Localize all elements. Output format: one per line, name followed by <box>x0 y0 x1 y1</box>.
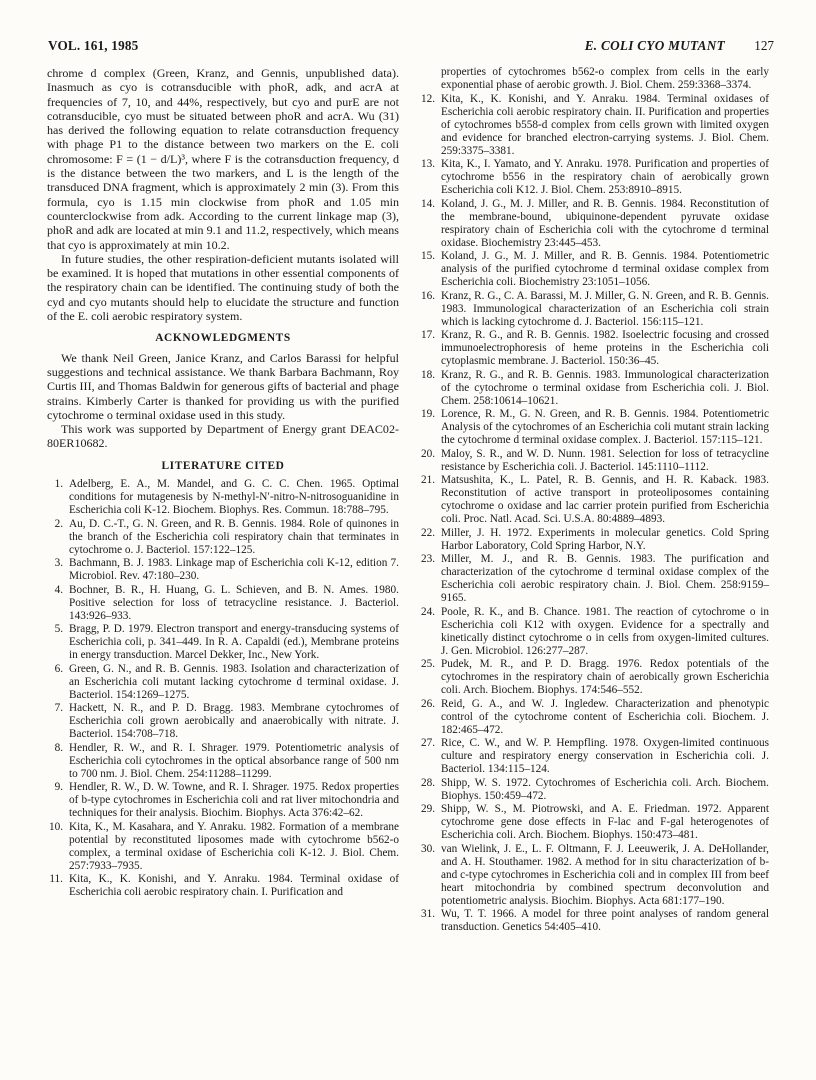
reference-text: Hackett, N. R., and P. D. Bragg. 1983. Membrane cytochromes of Escherichia coli grown aerobically and anaerobically with nitrate. J. Bacteriol. 154:708–718. <box>69 702 399 741</box>
reference-text: Kita, K., M. Kasahara, and Y. Anraku. 1982. Formation of a membrane potential by reconstituted liposomes made with cytochrome b562-o complex, a terminal oxidase of Escherichia coli K-12. J. Biol. Chem. 257:7933–7935. <box>69 820 399 872</box>
reference-number: 11. <box>49 873 63 886</box>
reference-text: Bragg, P. D. 1979. Electron transport and energy-transducing systems of Escherichia coli, p. 341–449. In R. A. Capaldi (ed.), Membrane proteins in energy transduction. Marcel Dekker, Inc., New York. <box>69 623 399 662</box>
reference-text: Green, G. N., and R. B. Gennis. 1983. Isolation and characterization of an Escherichia coli mutant lacking cytochrome d terminal oxidase. J. Bacteriol. 154:1269–1275. <box>69 662 399 701</box>
reference-text: van Wielink, J. E., L. F. Oltmann, F. J. Leeuwerik, J. A. DeHollander, and A. H. Stouthamer. 1982. A method for in situ characterization of b- and c-type cytochromes in Escherichia coli and in complex III from beef heart mitochondria by combined spectrum deconvolution and potentiometric analysis. Biochim. Biophys. Acta 681:177–190. <box>441 842 769 907</box>
right-column <box>419 66 769 935</box>
reference-number: 21. <box>420 474 435 486</box>
reference-item <box>419 737 769 776</box>
journal-volume: VOL. 161, 1985 <box>48 38 139 53</box>
reference-item <box>419 329 769 368</box>
reference-number: 8. <box>54 741 63 754</box>
reference-item <box>47 557 399 583</box>
reference-item <box>47 584 399 623</box>
reference-text: Kranz, R. G., and R. B. Gennis. 1983. Immunological characterization of the cytochrome o terminal oxidase from Escherichia coli. J. Biol. Chem. 258:10614–10621. <box>441 368 769 407</box>
reference-number: 9. <box>54 781 63 794</box>
left-column <box>47 66 399 900</box>
reference-item <box>419 448 769 474</box>
reference-list-left <box>47 478 399 899</box>
reference-item <box>419 908 769 934</box>
reference-number: 31. <box>420 908 435 920</box>
reference-item <box>419 606 769 658</box>
reference-number: 30. <box>420 842 435 855</box>
reference-item <box>419 369 769 408</box>
reference-number: 14. <box>420 197 435 210</box>
reference-text: Adelberg, E. A., M. Mandel, and G. C. C. Chen. 1965. Optimal conditions for mutagenesis by N-methyl-N′-nitro-N-nitrosoguanidine in Escherichia coli K-12. Biochem. Biophys. Res. Commun. 18:788–795. <box>69 478 399 517</box>
header-right <box>585 38 774 54</box>
reference-item <box>419 658 769 697</box>
reference-number: 12. <box>420 92 435 105</box>
reference-text: Kranz, R. G., and R. B. Gennis. 1982. Isoelectric focusing and crossed immunoelectrophoresis of heme proteins in the Escherichia coli cytoplasmic membrane. J. Bacteriol. 150:36–45. <box>441 329 769 367</box>
reference-number: 10. <box>48 820 63 833</box>
reference-item <box>419 803 769 842</box>
reference-text: Matsushita, K., L. Patel, R. B. Gennis, and H. R. Kaback. 1983. Reconstitution of active transport in proteoliposomes containing cytochrome o oxidase and lac carrier protein purified from Escherichia coli. Proc. Natl. Acad. Sci. U.S.A. 80:4889–4893. <box>441 474 769 525</box>
reference-text: Poole, R. K., and B. Chance. 1981. The reaction of cytochrome o in Escherichia coli K12 with oxygen. Evidence for a spectrally and kinetically distinct cytochrome o in cells from oxygen-limited cultures. J. Gen. Microbiol. 126:277–287. <box>441 605 769 657</box>
reference-item <box>47 742 399 781</box>
reference-text: Kita, K., K. Konishi, and Y. Anraku. 1984. Terminal oxidase of Escherichia coli aerobic respiratory chain. I. Purification and <box>69 873 399 899</box>
reference-number: 24. <box>420 605 435 618</box>
reference-number: 19. <box>420 408 435 420</box>
reference-item <box>47 821 399 873</box>
reference-number: 1. <box>54 478 63 491</box>
reference-text: Shipp, W. S. 1972. Cytochromes of Escherichia coli. Arch. Biochem. Biophys. 150:459–472. <box>441 776 769 802</box>
running-title: E. COLI CYO MUTANT <box>584 38 725 53</box>
reference-item <box>419 66 769 92</box>
acknowledgments-paragraph-1: We thank Neil Green, Janice Kranz, and Carlos Barassi for helpful suggestions and technical assistance. We thank Barbara Bachmann, Roy Curtis III, and Thomas Baldwin for generous gifts of bacterial and phage strains. Kimberly Carter is thanked for providing us with the purified cytochrome o terminal oxidase used in this study. <box>47 350 399 422</box>
reference-item <box>419 527 769 553</box>
reference-text: Shipp, W. S., M. Piotrowski, and A. E. Friedman. 1972. Apparent cytochrome gene dose effects in F-lac and F-gal heterogenotes of Escherichia coli. Arch. Biochem. Biophys. 150:473–481. <box>441 803 769 841</box>
reference-item <box>419 698 769 737</box>
reference-number: 27. <box>420 737 435 749</box>
reference-item <box>419 843 769 908</box>
reference-text: Miller, J. H. 1972. Experiments in molecular genetics. Cold Spring Harbor Laboratory, Cold Spring Harbor, N.Y. <box>441 526 769 552</box>
reference-text: properties of cytochromes b562-o complex from cells in the early exponential phase of aerobic growth. J. Biol. Chem. 259:3368–3374. <box>441 66 769 91</box>
reference-item <box>47 702 399 741</box>
reference-number: 6. <box>54 662 63 675</box>
reference-text: Miller, M. J., and R. B. Gennis. 1983. The purification and characterization of the cytochrome d terminal oxidase complex of the Escherichia coli aerobic respiratory chain. J. Biol. Chem. 258:9159–9165. <box>441 553 769 604</box>
reference-text: Rice, C. W., and W. P. Hempfling. 1978. Oxygen-limited continuous culture and respiratory energy conservation in Escherichia coli. J. Bacteriol. 134:115–124. <box>441 737 769 775</box>
reference-number: 3. <box>54 557 63 570</box>
reference-text: Koland, J. G., M. J. Miller, and R. B. Gennis. 1984. Potentiometric analysis of the purified cytochrome d terminal oxidase complex from Escherichia coli. Biochemistry 23:1051–1056. <box>441 250 769 288</box>
reference-number: 2. <box>54 517 63 530</box>
reference-number: 26. <box>420 697 435 710</box>
reference-item <box>419 474 769 526</box>
reference-number: 28. <box>420 776 435 789</box>
reference-item <box>47 663 399 702</box>
reference-item <box>419 777 769 803</box>
reference-text: Lorence, R. M., G. N. Green, and R. B. Gennis. 1984. Potentiometric Analysis of the cytochromes of an Escherichia coli mutant strain lacking the cytochrome d terminal oxidase complex. J. Bacteriol. 157:115–121. <box>441 408 769 446</box>
reference-text: Kita, K., I. Yamato, and Y. Anraku. 1978. Purification and properties of cytochrome b556 in the respiratory chain of aerobically grown Escherichia coli K12. J. Biol. Chem. 253:8910–8915. <box>441 158 769 196</box>
reference-number: 16. <box>420 289 435 302</box>
acknowledgments-paragraph-2: This work was supported by Department of Energy grant DEAC02-80ER10682. <box>47 422 399 451</box>
body-paragraph-1: chrome d complex (Green, Kranz, and Gennis, unpublished data). Inasmuch as cyo is cotransducible with phoR, adk, and acrA at frequencies of 7, 10, and 44%, respectively, but cyo and purE are not cotransducible, cyo must be situated between phoR and acrA. Wu (31) has derived the following equation to relate cotransduction frequency with phage P1 to the distance between two markers on the E. coli chromosome: F = (1 − d/L)³, where F is the cotransduction frequency, d is the distance between the two markers, and L is the length of the transduced DNA fragment, which is approximately 2 min (3). From this formula, cyo is 1.15 min clockwise from phoR and 1.05 min counterclockwise from adk. According to the current linkage map (3), phoR and adk are located at min 9.1 and 11.2, respectively, which means that cyo is approximately at min 10.2. <box>47 66 399 252</box>
reference-text: Bochner, B. R., H. Huang, G. L. Schieven, and B. N. Ames. 1980. Positive selection for loss of tetracycline resistance. J. Bacteriol. 143:926–933. <box>69 583 399 622</box>
reference-text: Reid, G. A., and W. J. Ingledew. Characterization and phenotypic control of the cytochrome content of Escherichia coli. Biochem. J. 182:465–472. <box>441 697 769 736</box>
reference-item <box>47 518 399 557</box>
reference-number: 29. <box>420 803 435 815</box>
reference-text: Koland, J. G., M. J. Miller, and R. B. Gennis. 1984. Reconstitution of the membrane-bound, ubiquinone-dependent pyruvate oxidase respiratory chain of Escherichia coli with the cytochrome d terminal oxidase. Biochemistry 23:445–453. <box>441 197 769 249</box>
reference-text: Wu, T. T. 1966. A model for three point analyses of random general transduction. Genetics 54:405–410. <box>441 908 769 933</box>
reference-text: Maloy, S. R., and W. D. Nunn. 1981. Selection for loss of tetracycline resistance by Escherichia coli. J. Bacteriol. 145:1110–1112. <box>441 447 769 473</box>
reference-number: 18. <box>420 368 435 381</box>
reference-item <box>419 93 769 158</box>
reference-number: 22. <box>420 526 435 539</box>
reference-text: Kita, K., K. Konishi, and Y. Anraku. 1984. Terminal oxidases of Escherichia coli aerobic respiratory chain. II. Purification and properties of cytochromes b558-d complex from cells grown with limited oxygen and evidence for branched electron-carrying systems. J. Biol. Chem. 259:3375–3381. <box>441 92 769 157</box>
reference-number: 17. <box>420 329 435 341</box>
reference-text: Kranz, R. G., C. A. Barassi, M. J. Miller, G. N. Green, and R. B. Gennis. 1983. Immunological characterization of an Escherichia coli strain which is lacking cytochrome d. J. Bacteriol. 156:115–121. <box>441 289 769 328</box>
reference-item <box>47 781 399 820</box>
body-paragraph-2: In future studies, the other respiration-deficient mutants isolated will be examined. It is hoped that mutations in other essential components of the respiratory chain can be identified. The continuing study of both the cyd and cyo mutants should help to elucidate the structure and function of the E. coli aerobic respiratory system. <box>47 251 399 324</box>
reference-number: 25. <box>420 658 435 670</box>
acknowledgments-heading: ACKNOWLEDGMENTS <box>155 332 291 345</box>
reference-number: 5. <box>54 623 63 636</box>
reference-item <box>419 198 769 250</box>
reference-number: 15. <box>420 250 435 262</box>
reference-item <box>419 158 769 197</box>
reference-number: 23. <box>420 553 435 565</box>
reference-item <box>419 290 769 329</box>
reference-text: Pudek, M. R., and P. D. Bragg. 1976. Redox potentials of the cytochromes in the respiratory chain of aerobically grown Escherichia coli. Arch. Biochem. Biophys. 174:546–552. <box>441 658 769 696</box>
reference-item <box>47 478 399 517</box>
reference-item <box>419 250 769 289</box>
reference-number: 4. <box>54 583 63 596</box>
page-header <box>48 38 774 58</box>
reference-number: 13. <box>420 158 435 170</box>
reference-text: Au, D. C.-T., G. N. Green, and R. B. Gennis. 1984. Role of quinones in the branch of the Escherichia coli respiratory chain that terminates in cytochrome o. J. Bacteriol. 157:122–125. <box>69 517 399 556</box>
reference-number: 20. <box>420 447 435 460</box>
reference-number: 7. <box>54 702 63 715</box>
reference-item <box>419 408 769 447</box>
reference-item <box>419 553 769 605</box>
reference-text: Hendler, R. W., D. W. Towne, and R. I. Shrager. 1975. Redox properties of b-type cytochromes in Escherichia coli and rat liver mitochondria and techniques for their analysis. Biochim. Biophys. Acta 376:42–62. <box>69 781 399 820</box>
reference-text: Hendler, R. W., and R. I. Shrager. 1979. Potentiometric analysis of Escherichia coli cytochromes in the optical absorbance range of 500 nm to 700 nm. J. Biol. Chem. 254:11288–11299. <box>69 741 399 780</box>
reference-item <box>47 623 399 662</box>
reference-text: Bachmann, B. J. 1983. Linkage map of Escherichia coli K-12, edition 7. Microbiol. Rev. 47:180–230. <box>69 557 399 583</box>
reference-list-right <box>419 66 769 934</box>
reference-item <box>47 873 399 899</box>
page-number: 127 <box>754 38 774 53</box>
literature-cited-heading: LITERATURE CITED <box>161 459 285 472</box>
